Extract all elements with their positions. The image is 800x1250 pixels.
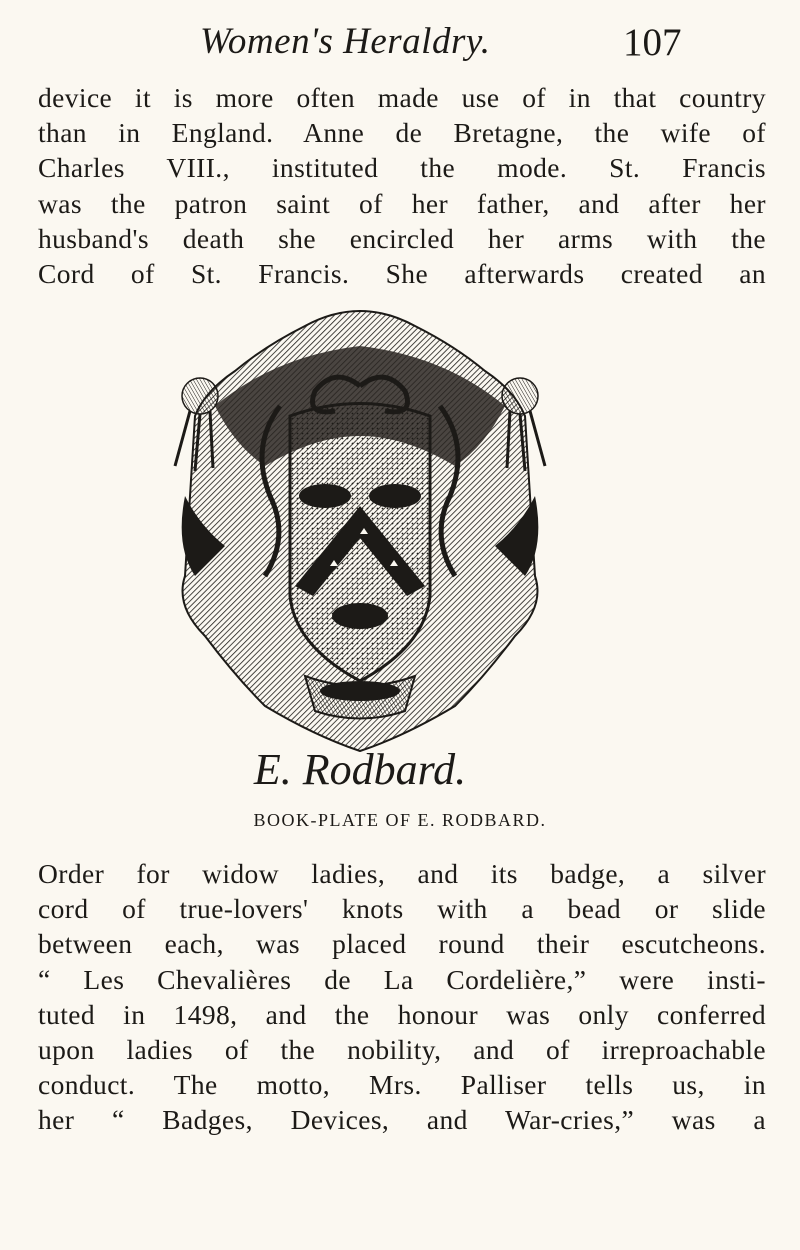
running-title: Women's Heraldry. xyxy=(200,21,491,62)
text-line: cord of true-lovers' knots with a bead or slide xyxy=(38,893,766,925)
signature-script: E. Rodbard. xyxy=(253,745,467,794)
top-paragraph xyxy=(38,80,766,291)
text-line: “ Les Chevalières de La Cordelière,” were insti- xyxy=(38,963,766,995)
escutcheon-shield xyxy=(290,404,430,682)
text-line: device it is more often made use of in that country xyxy=(38,82,766,113)
text-line: Order for widow ladies, and its badge, a silver xyxy=(38,858,766,889)
text-line: husband's death she encircled her arms with the xyxy=(38,222,766,254)
bottom-paragraph xyxy=(38,856,766,1138)
illustration-caption: BOOK-PLATE OF E. RODBARD. xyxy=(253,810,547,830)
text-line: her “ Badges, Devices, and War-cries,” was a xyxy=(38,1104,766,1136)
text-line: than in England. Anne de Bretagne, the wife of xyxy=(38,117,766,149)
text-line: Charles VIII., instituted the mode. St. Francis xyxy=(38,152,766,184)
text-line: between each, was placed round their escutcheons. xyxy=(38,928,766,960)
text-line: Cord of St. Francis. She afterwards created an xyxy=(38,257,766,289)
base-pedestal xyxy=(305,676,415,719)
page-number: 107 xyxy=(623,21,682,64)
running-head xyxy=(0,20,800,80)
bookplate-illustration xyxy=(155,296,565,796)
text-line: upon ladies of the nobility, and of irreproachable xyxy=(38,1033,766,1065)
text-line: tuted in 1498, and the honour was only conferred xyxy=(38,998,766,1030)
text-line: conduct. The motto, Mrs. Palliser tells us, in xyxy=(38,1069,766,1101)
text-line: was the patron saint of her father, and after her xyxy=(38,187,766,219)
